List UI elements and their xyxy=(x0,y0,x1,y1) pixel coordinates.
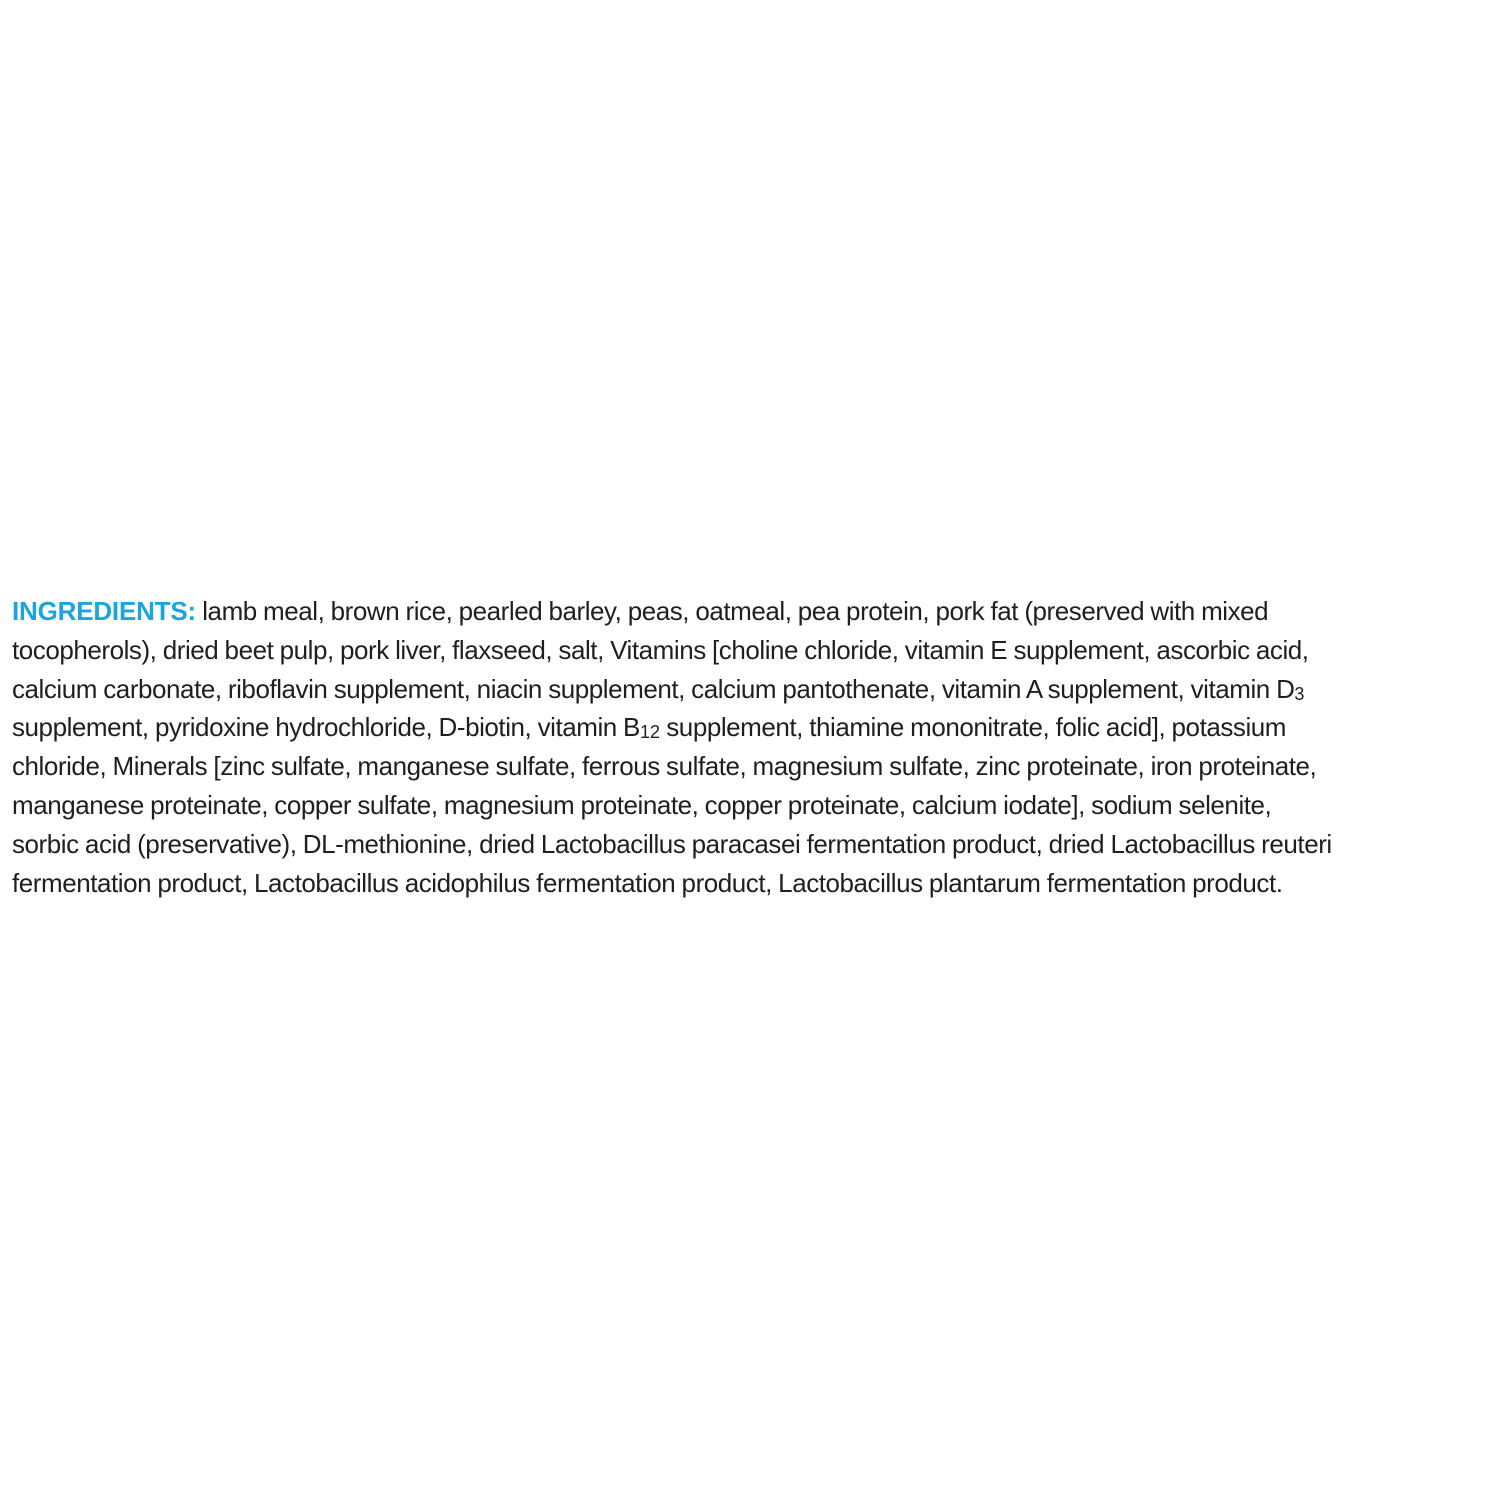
ingredients-line-3-text: calcium carbonate, riboflavin supplement, niacin supplement, calcium pantothenate, vitamin A supplement, vitamin D xyxy=(12,673,1295,704)
ingredients-line-6 xyxy=(12,786,1496,825)
ingredients-line-7 xyxy=(12,825,1496,864)
ingredients-line-7-text: sorbic acid (preservative), DL-methionine, dried Lactobacillus paracasei fermentation product, dried Lactobacillus reuteri xyxy=(12,828,1332,859)
ingredients-heading: INGREDIENTS: xyxy=(12,596,196,626)
ingredients-text-block xyxy=(12,592,1496,902)
ingredients-line-3 xyxy=(12,670,1496,709)
ingredients-line-5 xyxy=(12,747,1496,786)
vitamin-d3-subscript: 3 xyxy=(1294,683,1305,704)
ingredients-line-4-text-a: supplement, pyridoxine hydrochloride, D-biotin, vitamin B xyxy=(12,712,640,743)
ingredients-line-8 xyxy=(12,864,1496,903)
ingredients-line-4 xyxy=(12,708,1496,747)
vitamin-b12-subscript: 12 xyxy=(639,722,660,743)
ingredients-line-5-text: chloride, Minerals [zinc sulfate, manganese sulfate, ferrous sulfate, magnesium sulfate, zinc proteinate, iron proteinate, xyxy=(12,751,1317,782)
ingredients-line-4-text-b: supplement, thiamine mononitrate, folic acid], potassium xyxy=(659,712,1286,743)
ingredients-line-1-text: lamb meal, brown rice, pearled barley, peas, oatmeal, pea protein, pork fat (preserved with mixed xyxy=(195,596,1269,626)
ingredients-line-6-text: manganese proteinate, copper sulfate, magnesium proteinate, copper proteinate, calcium iodate], sodium selenite, xyxy=(12,789,1272,820)
ingredients-line-2 xyxy=(12,631,1496,670)
ingredients-line-1 xyxy=(12,592,1496,631)
ingredients-line-2-text: tocopherols), dried beet pulp, pork liver, flaxseed, salt, Vitamins [choline chloride, vitamin E supplement, ascorbic acid, xyxy=(12,634,1309,665)
ingredients-line-8-text: fermentation product, Lactobacillus acidophilus fermentation product, Lactobacillus plantarum fermentation product. xyxy=(12,867,1283,898)
